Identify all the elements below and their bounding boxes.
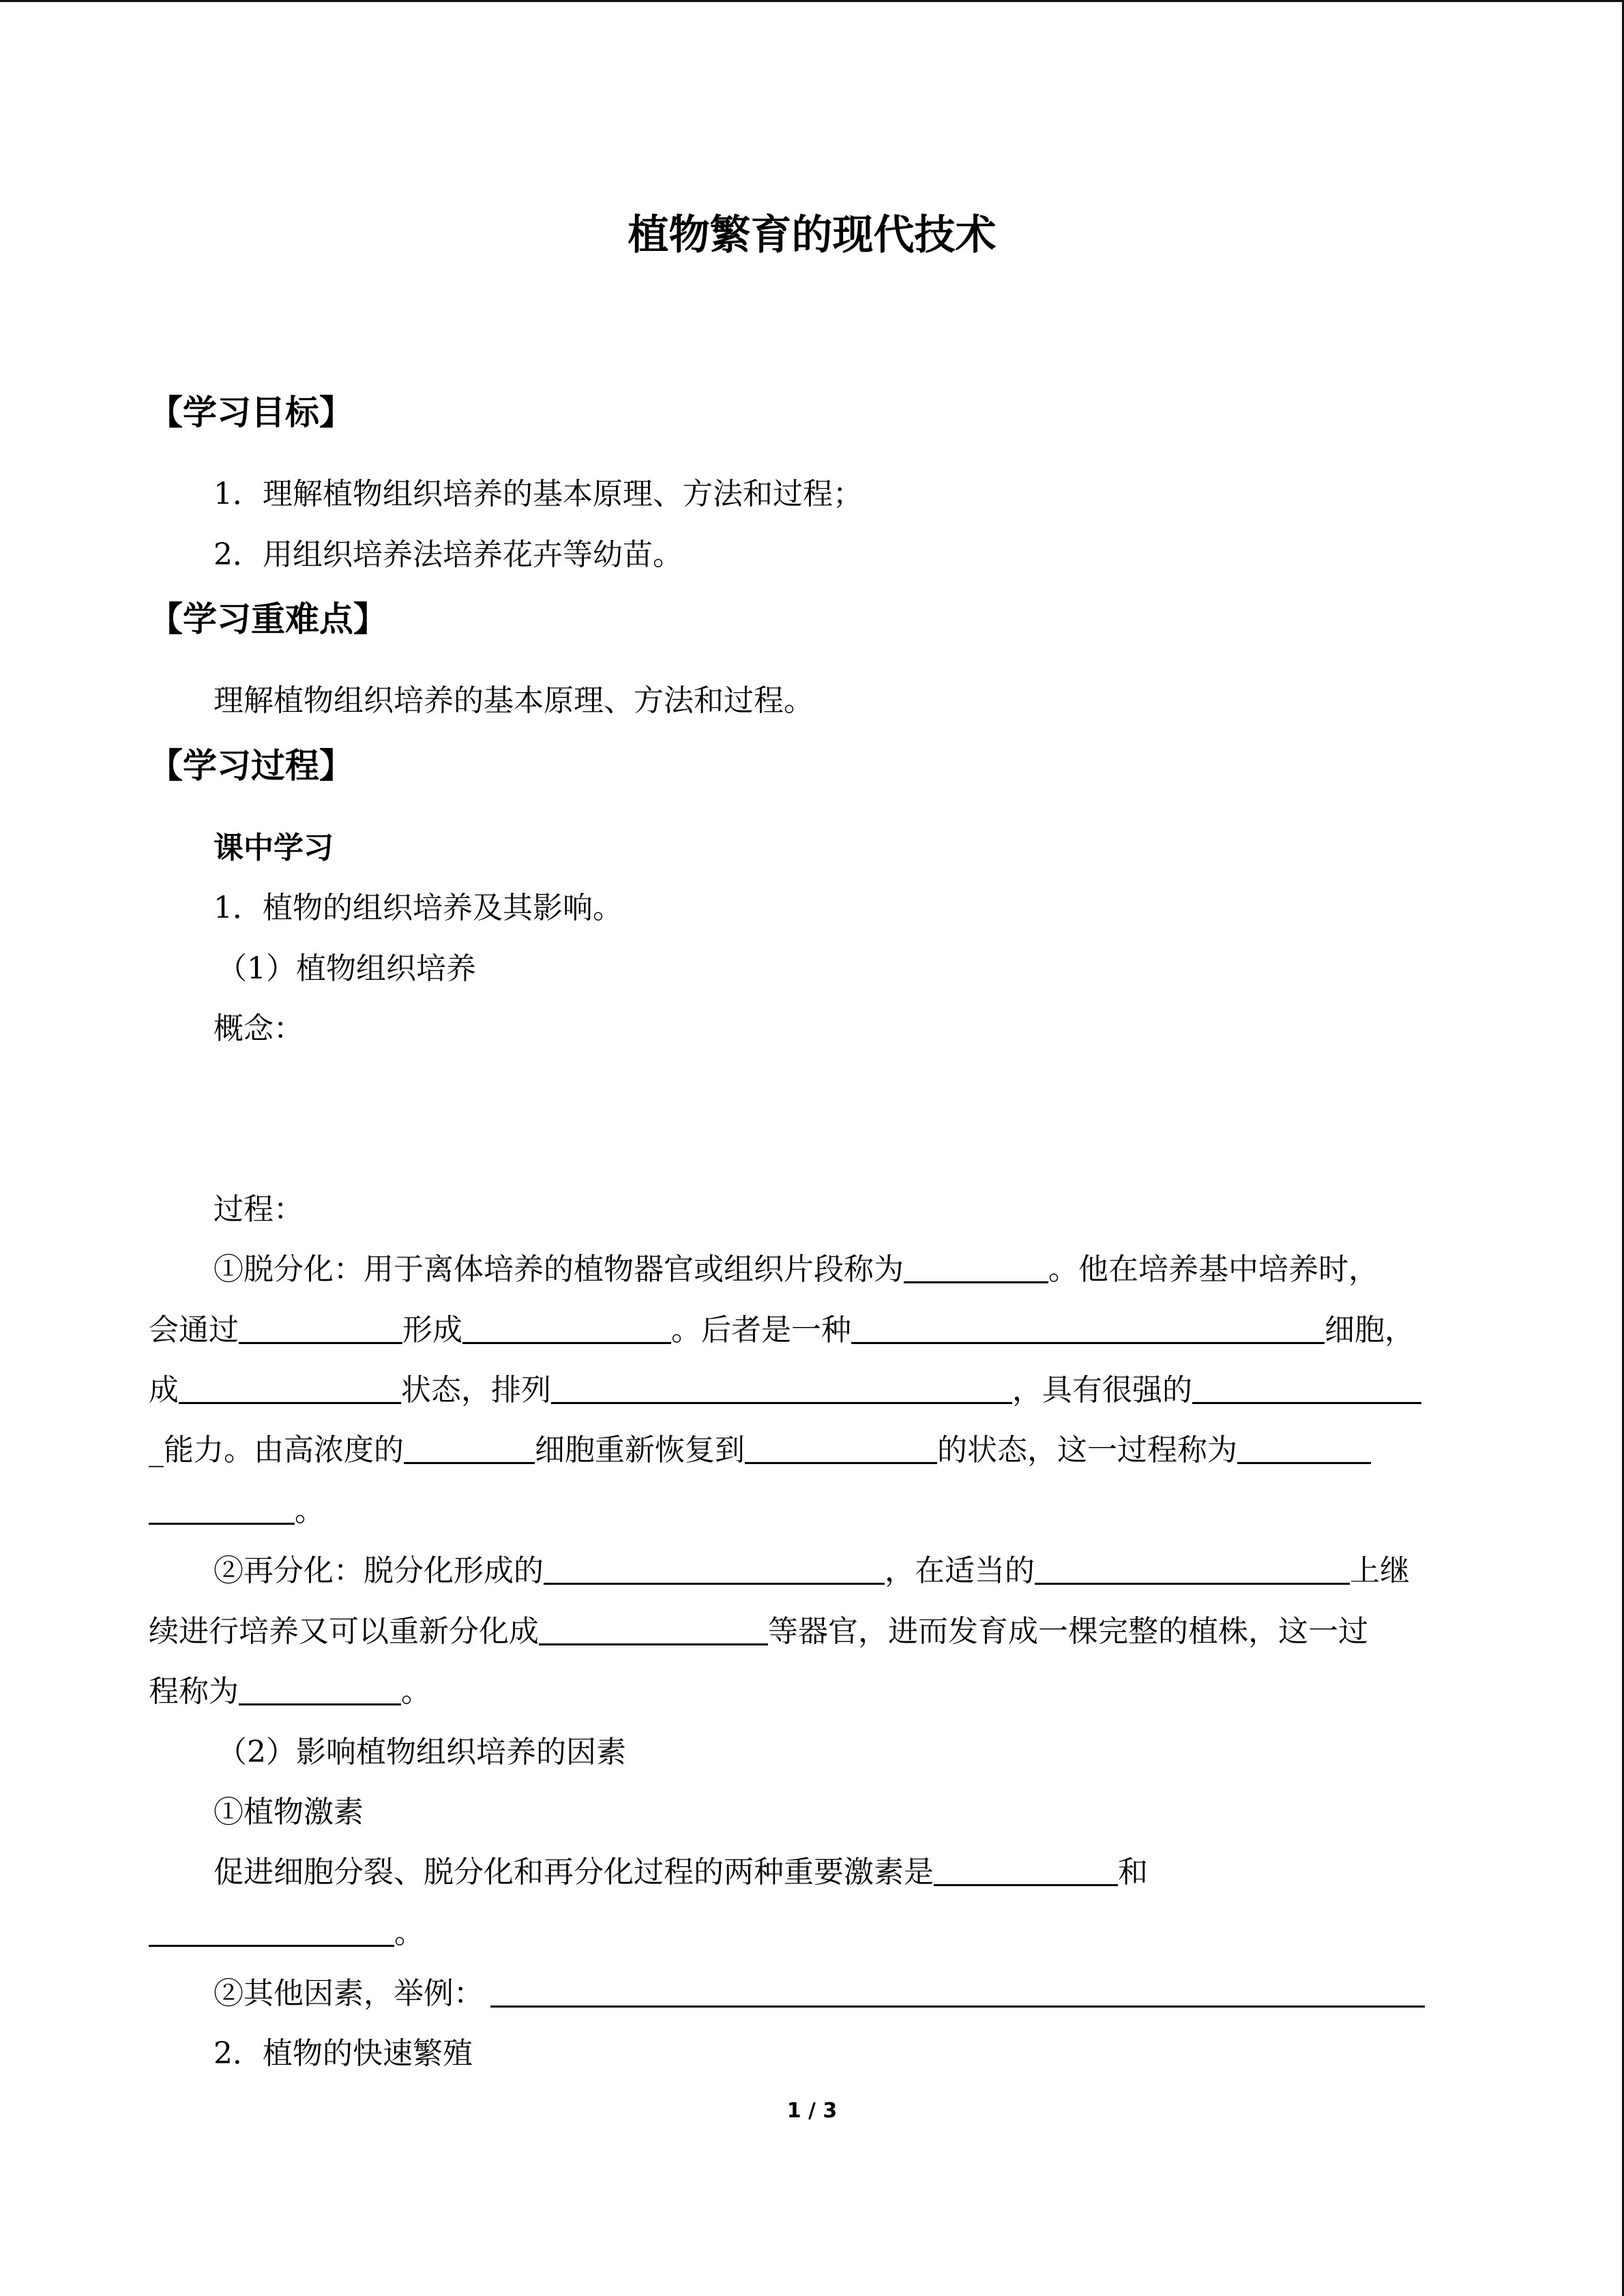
page-number: 1 / 3 bbox=[786, 2099, 838, 2123]
dedifferentiation-line-5: 。 bbox=[149, 1489, 325, 1533]
fill-blank[interactable] bbox=[544, 1553, 885, 1585]
redifferentiation-line-3: 程称为 。 bbox=[149, 1674, 431, 1709]
goal-item-1: 1．理解植物组织培养的基本原理、方法和过程； bbox=[213, 477, 863, 511]
key-points-text: 理解植物组织培养的基本原理、方法和过程。 bbox=[213, 683, 814, 718]
dedifferentiation-line-2: 会通过 形成 。后者是一种 细胞， bbox=[149, 1313, 1415, 1347]
redifferentiation-line-2: 续进行培养又可以重新分化成 等器官，进而发育成一棵完整的植株，这一过 bbox=[149, 1614, 1368, 1649]
fill-blank[interactable] bbox=[1192, 1372, 1421, 1404]
fill-blank[interactable] bbox=[239, 1312, 402, 1344]
goal-item-2: 2．用组织培养法培养花卉等幼苗。 bbox=[213, 537, 683, 572]
item-2: 2．植物的快速繁殖 bbox=[213, 2036, 473, 2071]
fill-blank[interactable] bbox=[490, 1976, 1425, 2008]
fill-blank[interactable] bbox=[1237, 1432, 1371, 1464]
fill-blank[interactable] bbox=[404, 1432, 535, 1464]
fill-blank[interactable] bbox=[239, 1673, 401, 1705]
sub-1: （1）植物组织培养 bbox=[217, 951, 476, 986]
dedifferentiation-line-1: ①脱分化：用于离体培养的植物器官或组织片段称为 。他在培养基中培养时， bbox=[213, 1252, 1378, 1287]
fill-blank[interactable] bbox=[1035, 1553, 1350, 1585]
fill-blank[interactable] bbox=[934, 1854, 1118, 1886]
hormone-line-1: 促进细胞分裂、脱分化和再分化过程的两种重要激素是 和 bbox=[213, 1855, 1148, 1890]
heading-goals: 【学习目标】 bbox=[149, 393, 353, 432]
dedifferentiation-line-4: _能力。由高浓度的 细胞重新恢复到 的状态，这一过程称为 bbox=[149, 1429, 1371, 1472]
dedifferentiation-line-3: 成 状态，排列 ，具有很强的 bbox=[149, 1369, 1421, 1412]
fill-blank[interactable] bbox=[551, 1372, 1012, 1404]
fill-blank[interactable] bbox=[539, 1613, 768, 1645]
hormone-label: ①植物激素 bbox=[213, 1795, 364, 1830]
fill-blank[interactable] bbox=[745, 1432, 937, 1464]
concept-label: 概念： bbox=[213, 1011, 304, 1046]
sub-2: （2）影响植物组织培养的因素 bbox=[217, 1735, 626, 1770]
redifferentiation-line-1: ②再分化：脱分化形成的 ，在适当的 上继 bbox=[213, 1553, 1410, 1588]
fill-blank[interactable] bbox=[851, 1312, 1325, 1344]
fill-blank[interactable] bbox=[149, 1493, 295, 1525]
document-title: 植物繁育的现代技术 bbox=[628, 211, 996, 259]
fill-blank[interactable] bbox=[462, 1312, 671, 1344]
fill-blank[interactable] bbox=[904, 1251, 1048, 1283]
hormone-line-2: 。 bbox=[149, 1911, 424, 1955]
subheading-in-class: 课中学习 bbox=[213, 831, 334, 865]
fill-blank[interactable] bbox=[149, 1915, 394, 1947]
fill-blank[interactable] bbox=[179, 1372, 401, 1404]
other-factors-line: ②其他因素，举例： bbox=[213, 1972, 1425, 2016]
page-top-border bbox=[0, 0, 1624, 2]
heading-process: 【学习过程】 bbox=[149, 746, 353, 786]
process-label: 过程： bbox=[213, 1192, 304, 1227]
item-1: 1．植物的组织培养及其影响。 bbox=[213, 891, 623, 925]
heading-key-points: 【学习重难点】 bbox=[149, 599, 387, 639]
